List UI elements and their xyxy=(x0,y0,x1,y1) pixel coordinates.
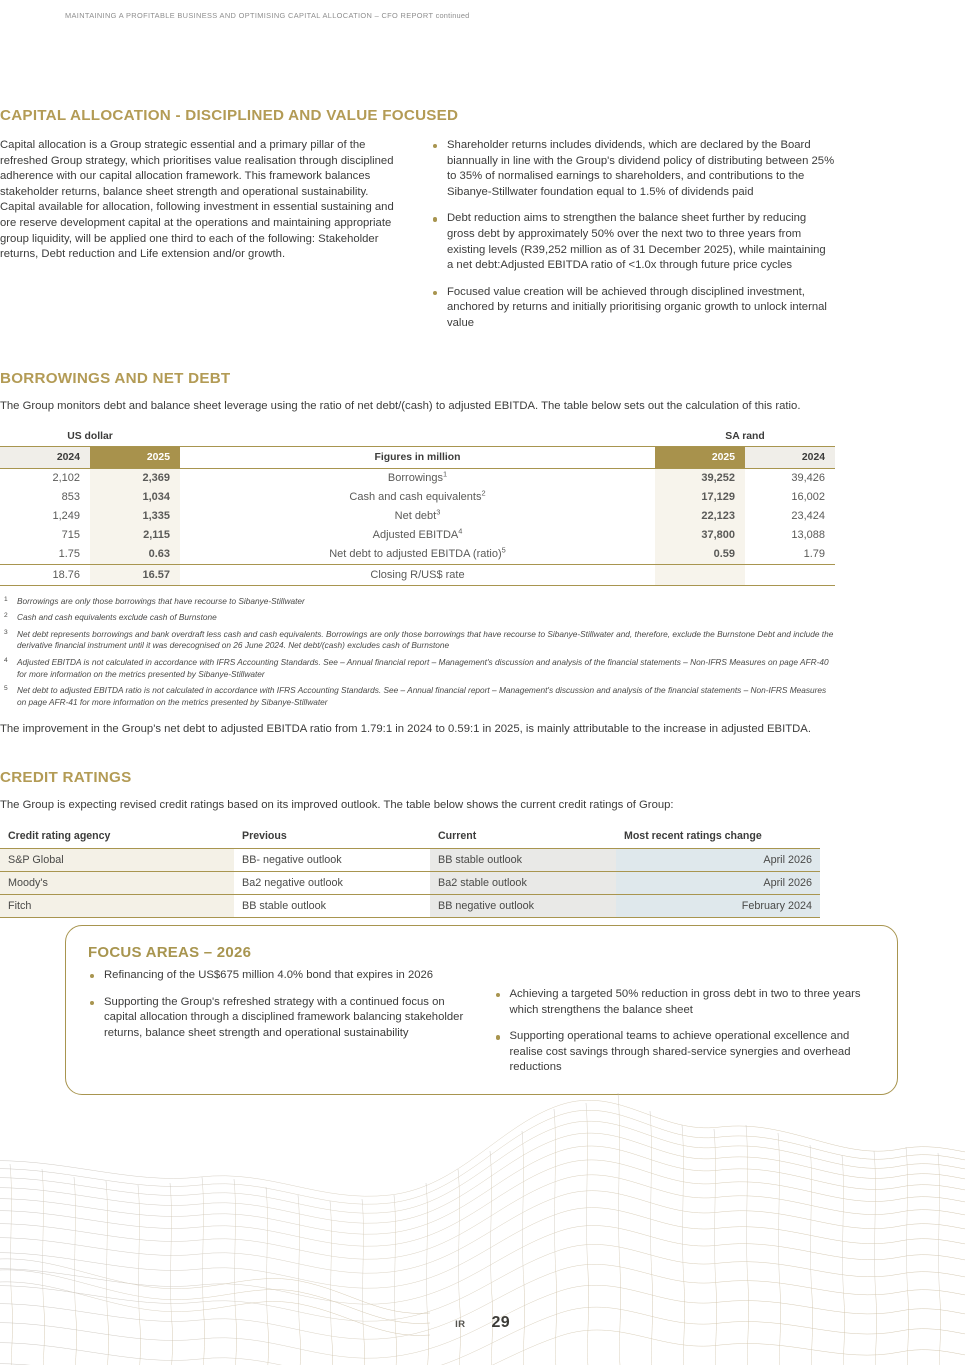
row-label: Net debt xyxy=(394,510,437,523)
section-borrowings-net-debt xyxy=(0,370,835,738)
focus-areas-left-list xyxy=(88,968,470,1041)
cell-change: April 2026 xyxy=(616,848,820,871)
table-group-header-row xyxy=(0,431,835,447)
cell-sa-2025: 0.59 xyxy=(655,545,745,565)
credit-ratings-lead-text: The Group is expecting revised credit ratings based on its improved outlook. The table below shows the current credit ratings of Group: xyxy=(0,799,674,811)
cell-sa-2024 xyxy=(745,564,835,585)
col-header-figures: Figures in million xyxy=(180,446,655,468)
list-item: Supporting operational teams to achieve operational excellence and realise cost savings through shared-service synergies and overhead reductions xyxy=(494,1029,876,1076)
list-item: Debt reduction aims to strengthen the balance sheet further by reducing gross debt by approximately 50% over the next two to three years from existing levels (R39,252 million as of 31 December 2025), while maintaining a net debt:Adjusted EBITDA ratio of <1.0x through future price cycles xyxy=(431,211,835,273)
cell-previous: Ba2 negative outlook xyxy=(234,871,430,894)
table-row xyxy=(0,488,835,507)
cell-sa-2024: 16,002 xyxy=(745,488,835,507)
cell-usd-2024: 1.75 xyxy=(0,545,90,565)
footnote-ref: 1 xyxy=(442,469,448,479)
cell-sa-2025 xyxy=(655,564,745,585)
footnote-item: Adjusted EBITDA is not calculated in accordance with IFRS Accounting Standards. See – Annual financial report – Management's discussion and analysis of the financial statements – Non-IFRS Measures on page AFR-40 for more information on the metrics presented by Sibanye-Stillwater xyxy=(17,656,829,679)
credit-ratings-heading: CREDIT RATINGS xyxy=(0,769,132,786)
cell-usd-2024: 1,249 xyxy=(0,507,90,526)
cell-change: February 2024 xyxy=(616,894,820,917)
footnote-item: Borrowings are only those borrowings that have recourse to Sibanye-Stillwater xyxy=(17,595,305,606)
table-row-closing-rate xyxy=(0,564,835,585)
focus-areas-heading: FOCUS AREAS – 2026 xyxy=(88,944,252,961)
list-item: Refinancing of the US$675 million 4.0% bond that expires in 2026 xyxy=(88,968,470,984)
section-capital-allocation xyxy=(0,107,835,332)
cell-usd-2025: 16.57 xyxy=(90,564,180,585)
cell-label xyxy=(180,526,655,545)
footnote-ref: 4 xyxy=(458,526,463,536)
cell-sa-2024: 39,426 xyxy=(745,468,835,488)
borrowings-table xyxy=(0,431,835,586)
table-header-row xyxy=(0,830,820,849)
capital-allocation-left-column xyxy=(0,138,405,332)
cell-sa-2024: 13,088 xyxy=(745,526,835,545)
footnote-item: Cash and cash equivalents exclude cash of Burnstone xyxy=(17,612,217,623)
cell-usd-2024: 2,102 xyxy=(0,468,90,488)
group-header-spacer xyxy=(180,431,655,447)
cell-usd-2025: 0.63 xyxy=(90,545,180,565)
col-header-sa-2025: 2025 xyxy=(655,446,745,468)
borrowings-table-head xyxy=(0,431,835,469)
row-label: Adjusted EBITDA xyxy=(372,529,459,542)
col-header-previous: Previous xyxy=(234,830,430,849)
cell-usd-2025: 1,034 xyxy=(90,488,180,507)
cell-label xyxy=(180,545,655,565)
cell-label xyxy=(180,468,655,488)
focus-areas-right-list xyxy=(494,987,876,1076)
borrowings-table-body xyxy=(0,468,835,585)
capital-allocation-bullet-list xyxy=(431,138,835,332)
table-row xyxy=(0,848,820,871)
cell-current: BB negative outlook xyxy=(430,894,616,917)
running-head-continued: continued xyxy=(435,11,470,20)
cell-usd-2025: 1,335 xyxy=(90,507,180,526)
footnote-ref: 3 xyxy=(436,507,441,517)
footnote-item: Net debt represents borrowings and bank overdraft less cash and cash equivalents. Borrowings are only those borrowings that have recourse to Sibanye-Stillwater and, therefore, exclude the Burnstone Debt and include the derivative financial instrument until it was derecognised on 26 June 2024. Net debt/(cash) excludes cash of Burnstone xyxy=(17,628,834,651)
borrowings-closing-paragraph: The improvement in the Group's net debt to adjusted EBITDA ratio from 1.79:1 in 2024 to 0.59:1 in 2025, is mainly attributable to the increase in adjusted EBITDA. xyxy=(0,723,811,736)
credit-ratings-table xyxy=(0,830,820,918)
footer-report-label: IR xyxy=(455,1319,466,1330)
focus-areas-columns xyxy=(88,968,875,1076)
list-item: Shareholder returns includes dividends, which are declared by the Board biannually in line with the Group's dividend policy of distributing between 25% to 35% of normalised earnings to shareholders, and contributions to the Sibanye-Stillwater foundation equal to 1.5% of dividends paid xyxy=(431,138,835,200)
row-label: Cash and cash equivalents xyxy=(349,491,482,504)
col-header-change: Most recent ratings change xyxy=(616,830,820,849)
borrowings-heading: BORROWINGS AND NET DEBT xyxy=(0,370,231,387)
cell-usd-2025: 2,369 xyxy=(90,468,180,488)
cell-current: Ba2 stable outlook xyxy=(430,871,616,894)
cell-sa-2024: 23,424 xyxy=(745,507,835,526)
table-row xyxy=(0,871,820,894)
running-head-title: MAINTAINING A PROFITABLE BUSINESS AND OPTIMISING CAPITAL ALLOCATION – CFO REPORT xyxy=(65,11,434,20)
borrowings-lead-text: The Group monitors debt and balance sheet leverage using the ratio of net debt/(cash) to adjusted EBITDA. The table below sets out the calculation of this ratio. xyxy=(0,400,801,412)
credit-ratings-table-head xyxy=(0,830,820,849)
focus-areas-right-column xyxy=(494,968,876,1076)
group-header-sa-rand: SA rand xyxy=(725,430,765,442)
col-header-sa-2024: 2024 xyxy=(745,446,835,468)
cell-usd-2024: 715 xyxy=(0,526,90,545)
running-head xyxy=(65,11,469,20)
cell-agency: Fitch xyxy=(0,894,234,917)
section-credit-ratings xyxy=(0,769,835,918)
cell-usd-2024: 853 xyxy=(0,488,90,507)
cell-label xyxy=(180,507,655,526)
cell-label: Closing R/US$ rate xyxy=(180,564,655,585)
cell-previous: BB- negative outlook xyxy=(234,848,430,871)
cell-agency: Moody's xyxy=(0,871,234,894)
page-footer xyxy=(0,1314,965,1332)
footnote-ref: 5 xyxy=(501,545,506,555)
cell-agency: S&P Global xyxy=(0,848,234,871)
table-row xyxy=(0,507,835,526)
cell-previous: BB stable outlook xyxy=(234,894,430,917)
cell-sa-2025: 17,129 xyxy=(655,488,745,507)
group-header-usd: US dollar xyxy=(67,430,113,442)
cell-change: April 2026 xyxy=(616,871,820,894)
table-column-header-row xyxy=(0,446,835,468)
table-row xyxy=(0,894,820,917)
list-item: Supporting the Group's refreshed strategy with a continued focus on capital allocation through a disciplined framework balancing stakeholder returns, balance sheet strength and operational sustainability xyxy=(88,995,470,1042)
footnote-ref: 2 xyxy=(481,488,486,498)
cell-sa-2025: 37,800 xyxy=(655,526,745,545)
cell-current: BB stable outlook xyxy=(430,848,616,871)
capital-allocation-right-column xyxy=(431,138,835,332)
borrowings-table-wrapper xyxy=(0,431,835,586)
cell-sa-2024: 1.79 xyxy=(745,545,835,565)
col-header-agency: Credit rating agency xyxy=(0,830,234,849)
col-header-usd-2025: 2025 xyxy=(90,446,180,468)
list-item: Focused value creation will be achieved through disciplined investment, anchored by returns and initially prioritising organic growth to unlock internal value xyxy=(431,285,835,332)
row-label: Borrowings xyxy=(387,472,443,485)
focus-areas-box xyxy=(65,925,898,1095)
list-item: Achieving a targeted 50% reduction in gross debt in two to three years which strengthens the balance sheet xyxy=(494,987,876,1018)
capital-allocation-columns xyxy=(0,138,835,332)
row-label: Net debt to adjusted EBITDA (ratio) xyxy=(329,548,502,561)
focus-areas-left-column xyxy=(88,968,470,1076)
capital-allocation-heading: CAPITAL ALLOCATION - DISCIPLINED AND VALUE FOCUSED xyxy=(0,107,459,124)
cell-usd-2024: 18.76 xyxy=(0,564,90,585)
credit-ratings-table-body xyxy=(0,848,820,917)
col-header-current: Current xyxy=(430,830,616,849)
cell-label xyxy=(180,488,655,507)
capital-allocation-paragraph: Capital allocation is a Group strategic essential and a primary pillar of the refreshed Group strategy, which prioritises value realisation through disciplined adherence with our capital allocation framework. This framework balances stakeholder returns, balance sheet strength and operational sustainability. Capital available for allocation, following investment in essential sustaining and ore reserve development capital at the operations and maintaining appropriate group liquidity, will be applied one third to each of the following: Stakeholder returns, Debt reduction and Life extension and/or growth. xyxy=(0,139,394,261)
table-row xyxy=(0,526,835,545)
footnote-item: Net debt to adjusted EBITDA ratio is not calculated in accordance with IFRS Accounting Standards. See – Annual financial report – Management's discussion and analysis of the financial statements – Non-IFRS Measures on page AFR-41 for more information on the metrics presented by Sibanye-Stillwater xyxy=(17,685,827,707)
footer-page-number: 29 xyxy=(491,1314,510,1331)
table-row xyxy=(0,468,835,488)
cell-usd-2025: 2,115 xyxy=(90,526,180,545)
borrowings-footnotes xyxy=(0,596,835,709)
cell-sa-2025: 39,252 xyxy=(655,468,745,488)
col-header-usd-2024: 2024 xyxy=(0,446,90,468)
table-row xyxy=(0,545,835,565)
cell-sa-2025: 22,123 xyxy=(655,507,745,526)
